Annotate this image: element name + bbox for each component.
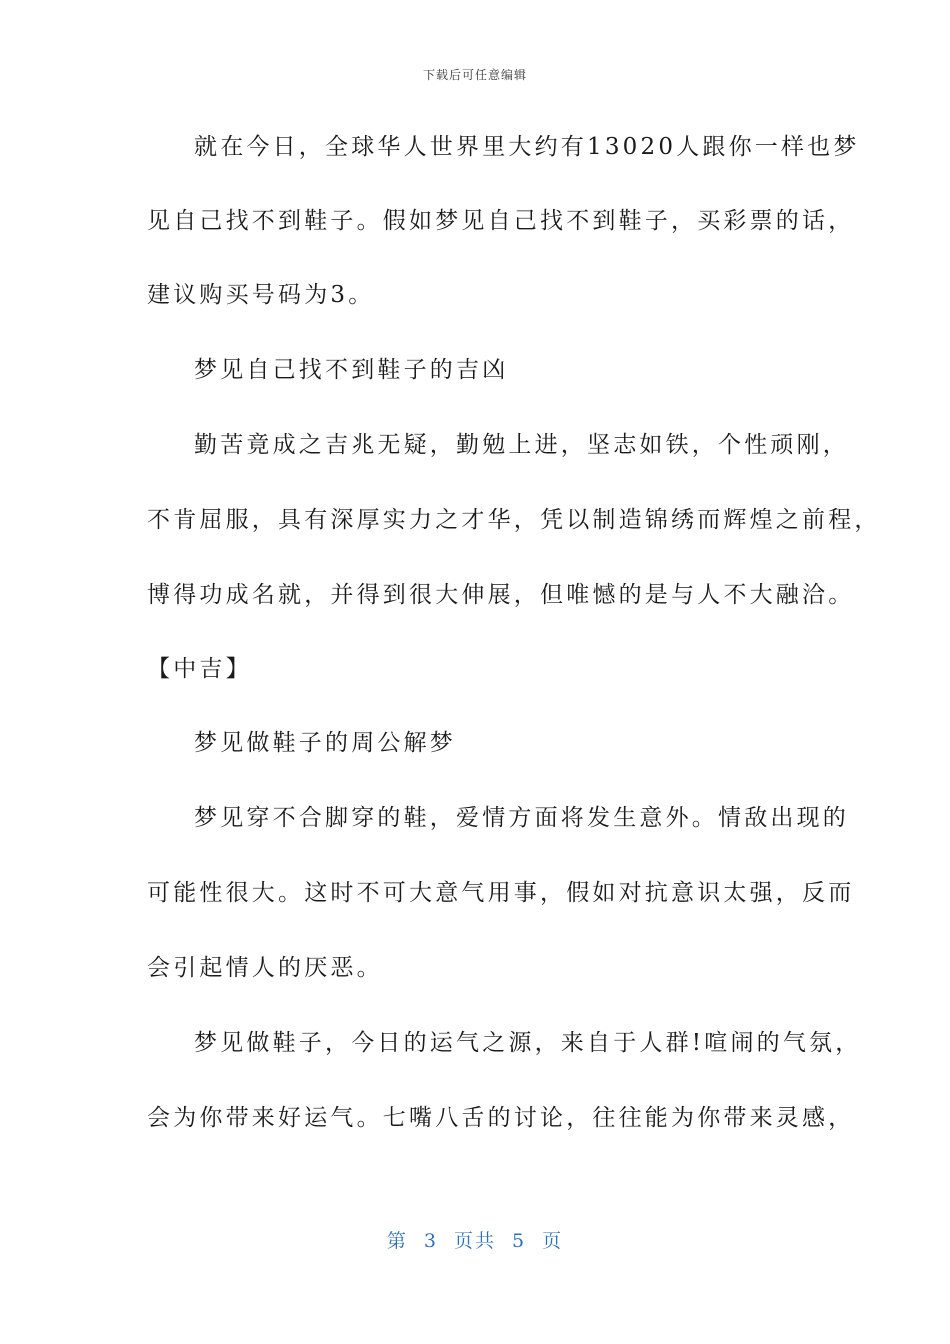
page-label-prefix: 第 [386, 1230, 408, 1252]
paragraph-line: 可能性很大。这时不可大意气用事，假如对抗意识太强，反而 [147, 880, 855, 906]
paragraph-line: 见自己找不到鞋子。假如梦见自己找不到鞋子，买彩票的话， [147, 208, 855, 234]
paragraph-line: 就在今日，全球华人世界里大约有13020人跟你一样也梦 [194, 134, 860, 160]
rating-label: 【中吉】 [147, 656, 252, 682]
paragraph-line: 梦见做鞋子，今日的运气之源，来自于人群!喧闹的气氛， [194, 1030, 862, 1056]
paragraph-line: 梦见穿不合脚穿的鞋，爱情方面将发生意外。情敌出现的 [194, 805, 849, 831]
paragraph-line: 不肯屈服，具有深厚实力之才华，凭以制造锦绣而辉煌之前程， [147, 507, 881, 533]
paragraph-line: 建议购买号码为3。 [147, 282, 375, 308]
paragraph-line: 会为你带来好运气。七嘴八舌的讨论，往往能为你带来灵感， [147, 1105, 855, 1131]
total-pages-number: 5 [512, 1230, 527, 1252]
page-label-mid: 页共 [453, 1230, 496, 1252]
paragraph-line: 会引起情人的厌恶。 [147, 955, 383, 981]
page-label-suffix: 页 [542, 1230, 564, 1252]
section-heading: 梦见做鞋子的周公解梦 [194, 730, 456, 756]
page-header: 下载后可任意编辑 [422, 68, 527, 82]
current-page-number: 3 [423, 1230, 438, 1252]
section-heading: 梦见自己找不到鞋子的吉凶 [194, 357, 509, 383]
page-footer [0, 1226, 950, 1253]
paragraph-line: 博得功成名就，并得到很大伸展，但唯憾的是与人不大融洽。 [147, 582, 855, 608]
paragraph-line: 勤苦竟成之吉兆无疑，勤勉上进，坚志如铁，个性顽刚， [194, 432, 849, 458]
